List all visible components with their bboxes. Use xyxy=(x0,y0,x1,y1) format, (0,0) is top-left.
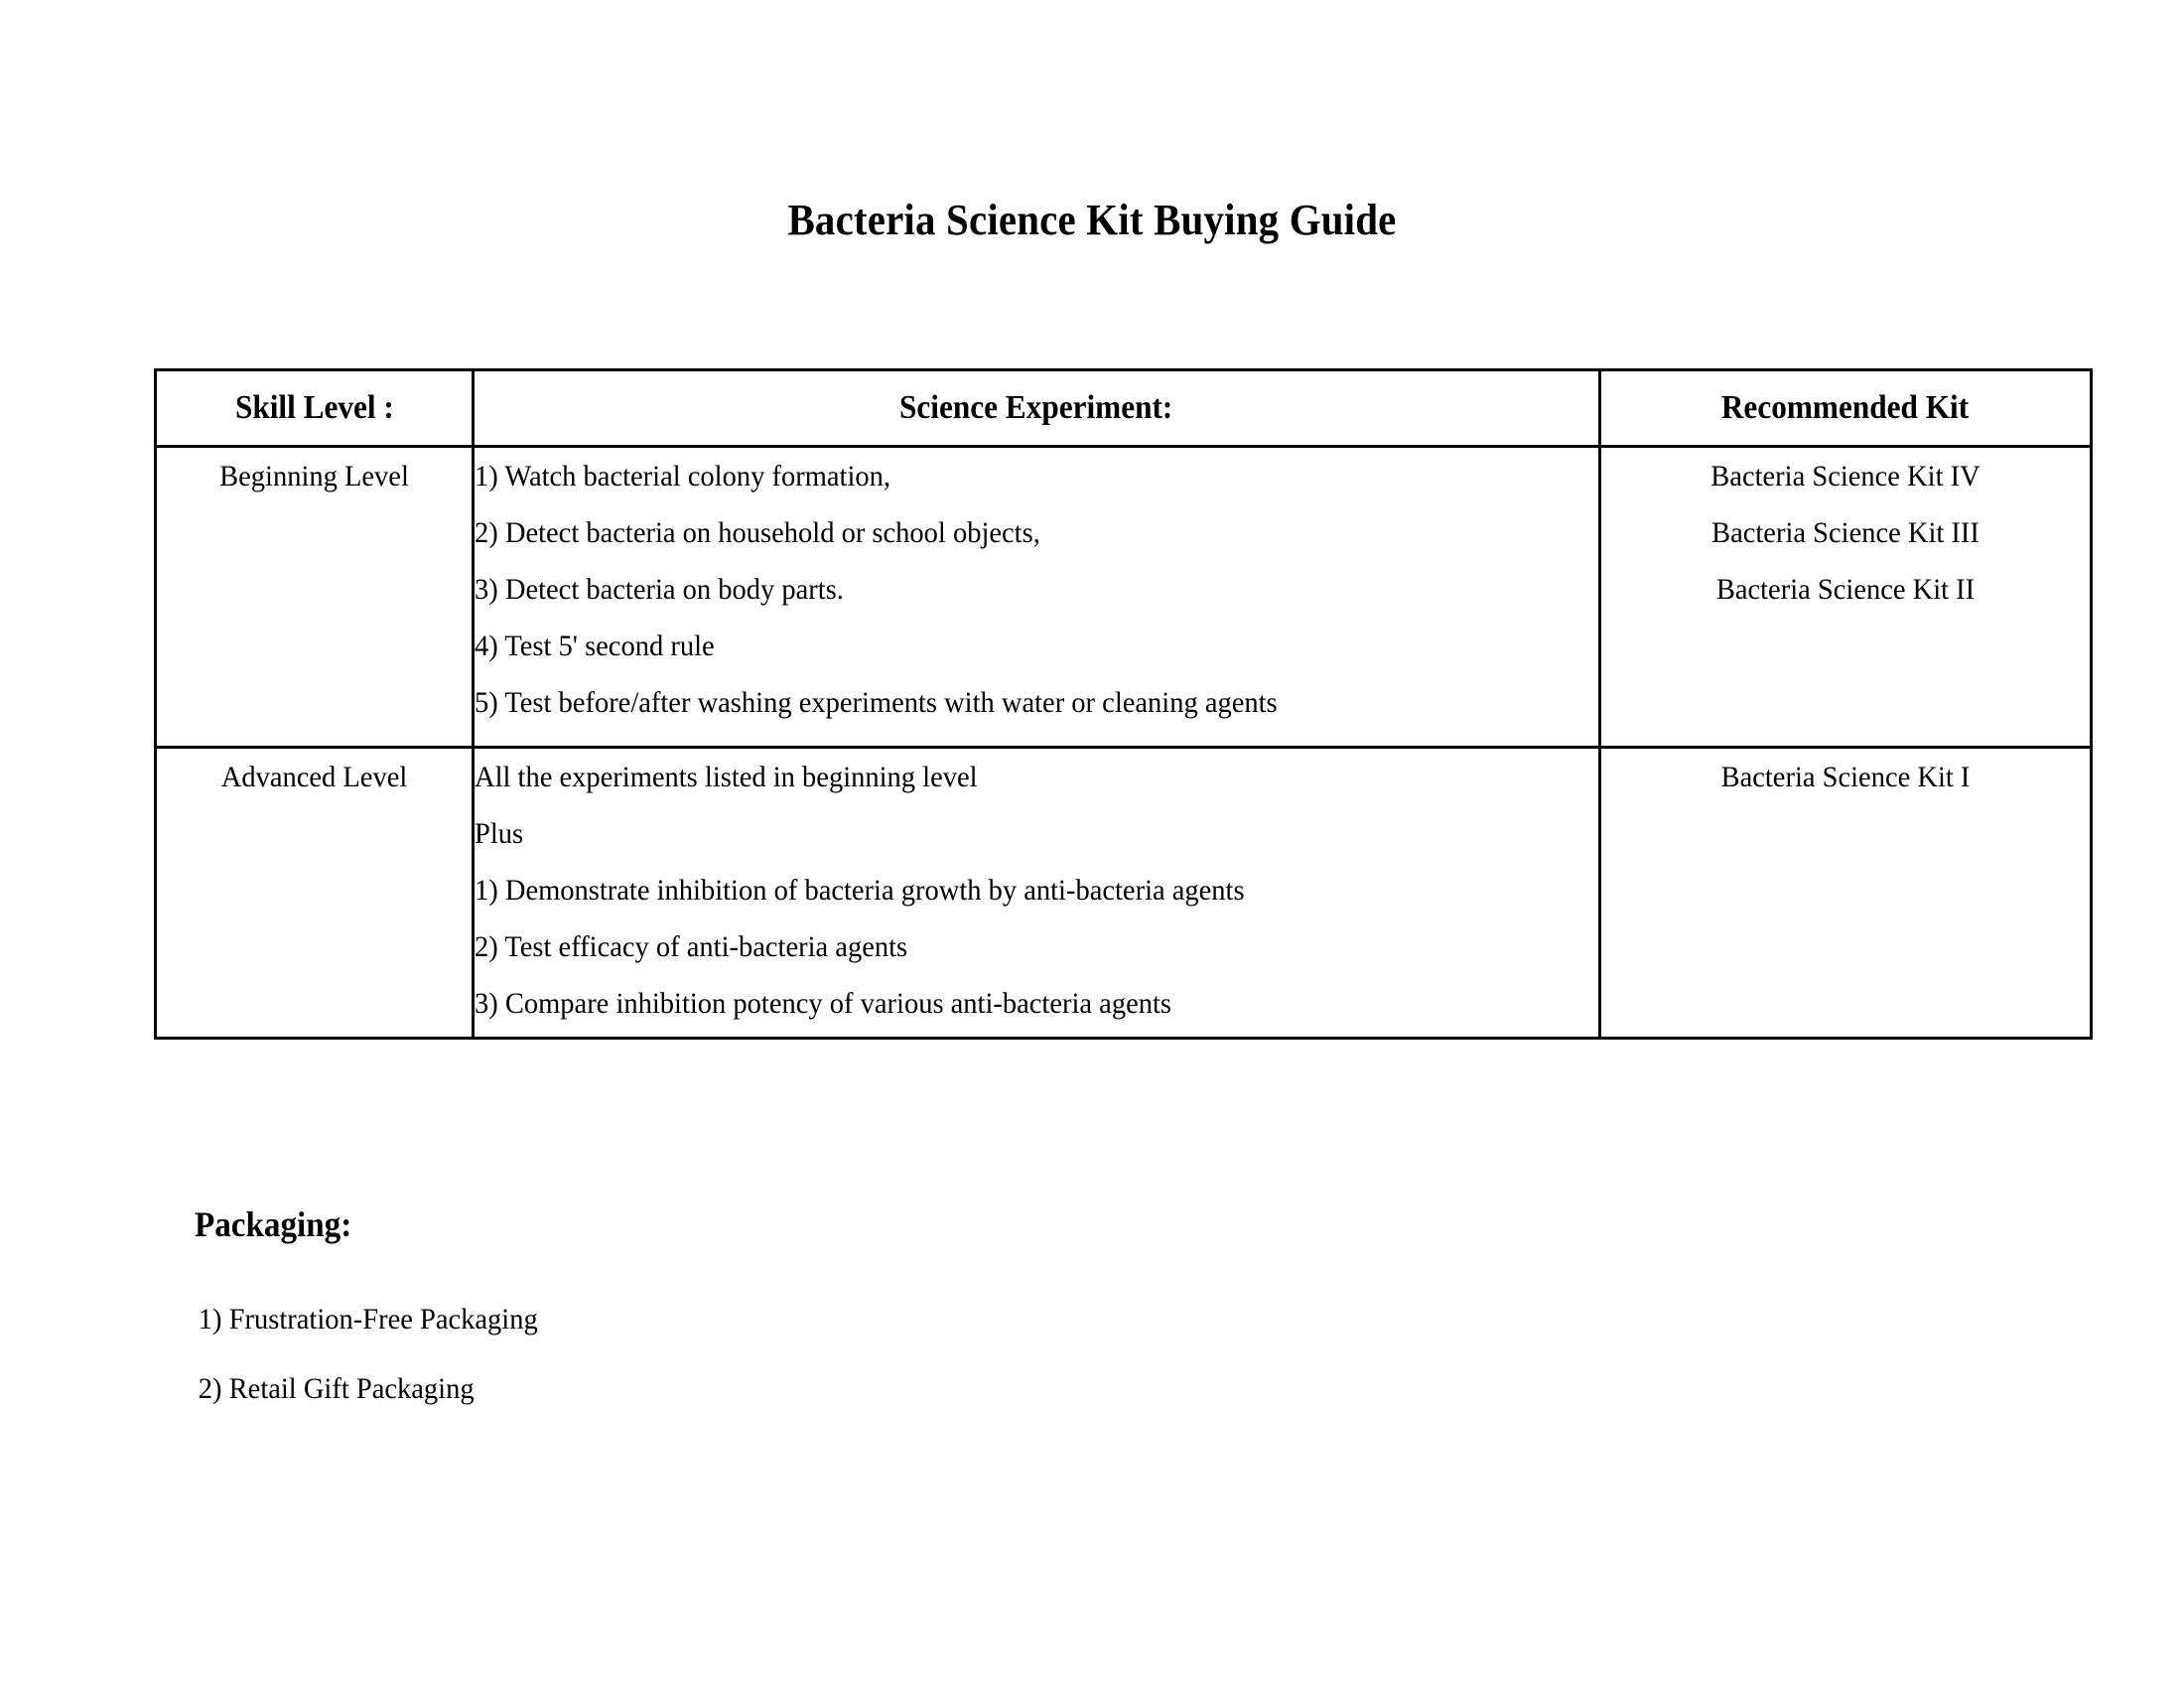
table-row xyxy=(156,748,2092,1039)
buying-guide-table xyxy=(154,368,2093,1040)
experiment-item: 3) Compare inhibition potency of various anti-bacteria agents xyxy=(475,987,1172,1020)
cell-experiments-beginning xyxy=(474,447,1600,748)
header-cell-science-experiment xyxy=(474,370,1600,447)
table-header-row xyxy=(156,370,2092,447)
page-title: Bacteria Science Kit Buying Guide xyxy=(787,196,1397,244)
recommended-kit-item: Bacteria Science Kit III xyxy=(1711,516,1979,549)
cell-experiments-advanced xyxy=(474,748,1600,1039)
cell-recommended-kits-beginning xyxy=(1600,447,2092,748)
experiment-item: Plus xyxy=(475,817,524,850)
packaging-item: 2) Retail Gift Packaging xyxy=(198,1372,475,1405)
header-label-skill-level: Skill Level : xyxy=(234,389,394,426)
skill-level-label: Beginning Level xyxy=(219,460,409,492)
packaging-section xyxy=(195,1203,1584,1424)
header-label-recommended-kit: Recommended Kit xyxy=(1721,389,1970,426)
cell-skill-level-advanced xyxy=(156,748,474,1039)
table-row xyxy=(156,447,2092,748)
experiment-item: 3) Detect bacteria on body parts. xyxy=(475,573,844,606)
cell-recommended-kits-advanced xyxy=(1600,748,2092,1039)
experiment-item: All the experiments listed in beginning level xyxy=(475,761,978,793)
recommended-kit-item: Bacteria Science Kit II xyxy=(1715,573,1976,606)
experiment-item: 1) Watch bacterial colony formation, xyxy=(475,460,890,492)
recommended-kit-item: Bacteria Science Kit I xyxy=(1720,761,1971,793)
experiment-item: 4) Test 5' second rule xyxy=(475,630,715,662)
experiment-item: 2) Test efficacy of anti-bacteria agents xyxy=(475,930,908,963)
header-cell-recommended-kit xyxy=(1600,370,2092,447)
packaging-heading: Packaging: xyxy=(195,1204,352,1244)
recommended-kit-item: Bacteria Science Kit IV xyxy=(1710,460,1980,492)
packaging-item: 1) Frustration-Free Packaging xyxy=(198,1303,538,1336)
header-cell-skill-level xyxy=(156,370,474,447)
experiment-item: 1) Demonstrate inhibition of bacteria growth by anti-bacteria agents xyxy=(475,874,1245,907)
experiment-item: 5) Test before/after washing experiments with water or cleaning agents xyxy=(475,686,1278,719)
experiment-item: 2) Detect bacteria on household or school objects, xyxy=(475,516,1040,549)
cell-skill-level-beginning xyxy=(156,447,474,748)
header-label-science-experiment: Science Experiment: xyxy=(899,389,1173,426)
skill-level-label: Advanced Level xyxy=(220,761,408,793)
